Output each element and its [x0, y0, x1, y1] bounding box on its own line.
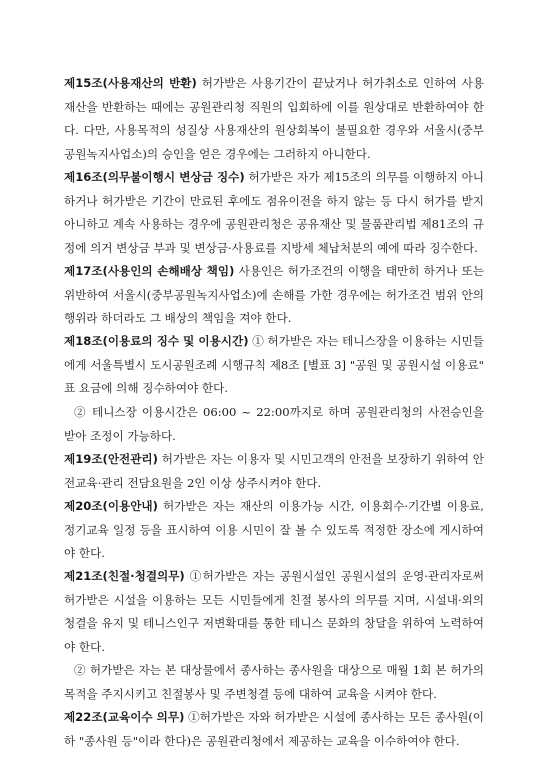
article-title: 제20조(이용안내) — [64, 499, 158, 513]
article-body: 허가받은 자가 제15조의 의무를 이행하지 아니하거나 허가받은 기간이 만료된 후에도 점유이전을 하지 않는 등 다시 허가를 받지 아니하고 계속 사용하는 경우에 공원관리청은 공유재산 및 물품관리법 제81조의 규정에 의거 변상금 부과 및 변상금·사용료를 지방세 체납처분의 예에 따라 징수한다. — [64, 170, 484, 255]
article-body: ① 허가받은 자는 테니스장을 이용하는 시민들에게 서울특별시 도시공원조례 시행규칙 제8조 [별표 3] "공원 및 공원시설 이용료" 표 요금에 의해 징수하여야 한다. — [64, 334, 484, 396]
article-18 — [64, 330, 484, 401]
article-title: 제22조(교육이수 의무) — [64, 710, 185, 724]
article-body: 허가받은 자는 재산의 이용가능 시간, 이용회수·기간별 이용료, 정기교육 일정 등을 표시하여 이용 시민이 잘 볼 수 있도록 적정한 장소에 게시하여야 한다. — [64, 499, 484, 561]
article-19 — [64, 448, 484, 495]
article-title: 제19조(안전관리) — [64, 452, 158, 466]
article-15 — [64, 72, 484, 166]
article-body: 사용인은 허가조건의 이행을 태만히 하거나 또는 위반하여 서울시(중부공원녹지사업소)에 손해를 가한 경우에는 허가조건 범위 안의 행위라 하더라도 그 배상의 책임을 져야 한다. — [64, 264, 484, 326]
article-body: 허가받은 사용기간이 끝났거나 허가취소로 인하여 사용재산을 반환하는 때에는 공원관리청 직원의 입회하에 이를 원상대로 반환하여야 한다. 다만, 사용목적의 성질상 사용재산의 원상회복이 불필요한 경우와 서울시(중부공원녹지사업소)의 승인을 얻은 경우에는 그러하지 아니한다. — [64, 76, 484, 161]
article-body: ①허가받은 자는 공원시설인 공원시설의 운영·관리자로써 허가받은 시설을 이용하는 모든 시민들에게 친절 봉사의 의무를 지며, 시설내·외의 청결을 유지 및 테니스인구 저변확대를 통한 테니스 문화의 창달을 위하여 노력하여야 한다. — [64, 569, 484, 654]
article-17 — [64, 260, 484, 331]
article-title: 제18조(이용료의 징수 및 이용시간) — [64, 334, 249, 348]
article-21 — [64, 565, 484, 659]
article-title: 제16조(의무불이행시 변상금 징수) — [64, 170, 245, 184]
article-title: 제17조(사용인의 손해배상 책임) — [64, 264, 235, 278]
article-body: 허가받은 자는 이용자 및 시민고객의 안전을 보장하기 위하여 안전교육·관리 전담요원을 2인 이상 상주시켜야 한다. — [64, 452, 484, 490]
article-title: 제21조(친절·청결의무) — [64, 569, 185, 583]
article-body: ①허가받은 자와 허가받은 시설에 종사하는 모든 종사원(이하 "종사원 등"이라 한다)은 공원관리청에서 제공하는 교육을 이수하여야 한다. — [64, 710, 484, 748]
article-21-clause-2: ② 허가받은 자는 본 대상물에서 종사하는 종사원을 대상으로 매월 1회 본 허가의 목적을 주지시키고 친절봉사 및 주변청결 등에 대하여 교육을 시켜야 한다. — [64, 663, 484, 701]
article-22 — [64, 706, 484, 753]
article-18-clause-2: ② 테니스장 이용시간은 06:00 ~ 22:00까지로 하며 공원관리청의 사전승인을 받아 조정이 가능하다. — [64, 405, 484, 443]
article-title: 제15조(사용재산의 반환) — [64, 76, 197, 90]
article-20 — [64, 495, 484, 566]
article-16 — [64, 166, 484, 260]
